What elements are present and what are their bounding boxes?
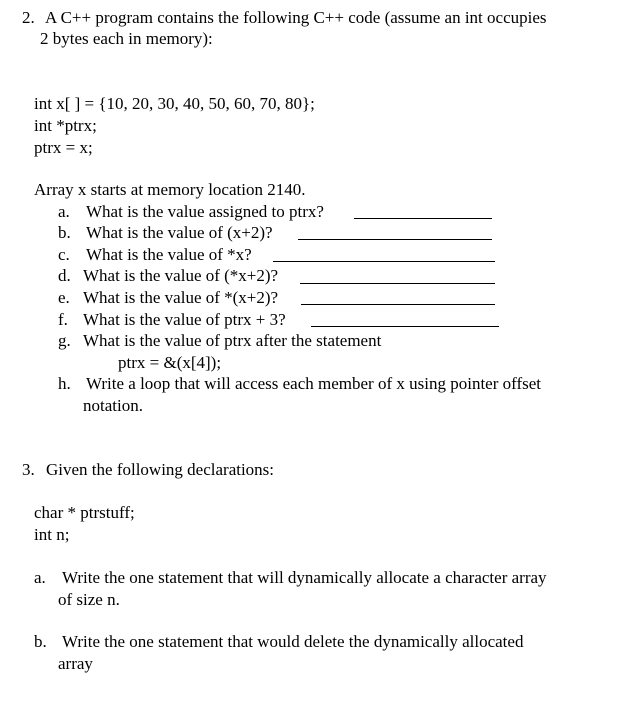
- q2-part-b-label: b.: [58, 223, 71, 242]
- q2-part-b-answer-blank[interactable]: [298, 239, 492, 240]
- q3-code-line-2: int n;: [34, 525, 70, 544]
- q2-intro-line2: 2 bytes each in memory):: [40, 29, 213, 48]
- q2-intro-line1: A C++ program contains the following C++ code (assume an int occupies: [45, 8, 547, 27]
- q3-part-b-label: b.: [34, 632, 47, 651]
- q3-part-b-line2: array: [58, 654, 93, 673]
- q3-part-a-line2: of size n.: [58, 590, 120, 609]
- q3-number: 3.: [22, 460, 35, 479]
- q2-part-f-answer-blank[interactable]: [311, 326, 499, 327]
- q2-code-line-1: int x[ ] = {10, 20, 30, 40, 50, 60, 70, 80};: [34, 94, 315, 113]
- q2-part-a-label: a.: [58, 202, 70, 221]
- q2-part-h-continuation: notation.: [83, 396, 143, 415]
- q2-part-h-text: Write a loop that will access each member of x using pointer offset: [86, 374, 542, 393]
- q2-code-line-2: int *ptrx;: [34, 116, 97, 135]
- q2-number: 2.: [22, 8, 35, 27]
- q2-array-start: Array x starts at memory location 2140.: [34, 180, 306, 199]
- q2-part-f-text: What is the value of ptrx + 3?: [83, 310, 286, 329]
- q2-part-b-text: What is the value of (x+2)?: [86, 223, 273, 242]
- q2-part-c-text: What is the value of *x?: [86, 245, 252, 264]
- q2-part-f-label: f.: [58, 310, 68, 329]
- q2-part-d-answer-blank[interactable]: [300, 283, 495, 284]
- q2-part-a-answer-blank[interactable]: [354, 218, 492, 219]
- q2-part-c-label: c.: [58, 245, 70, 264]
- q2-part-d-label: d.: [58, 266, 71, 285]
- q2-code-line-3: ptrx = x;: [34, 138, 93, 157]
- q3-code-line-1: char * ptrstuff;: [34, 503, 135, 522]
- q3-part-b-line1: Write the one statement that would delete the dynamically allocated: [62, 632, 524, 651]
- q2-part-h-label: h.: [58, 374, 71, 393]
- q2-part-a-text: What is the value assigned to ptrx?: [86, 202, 324, 221]
- q2-part-g-text: What is the value of ptrx after the statement: [83, 331, 382, 350]
- q3-intro: Given the following declarations:: [46, 460, 275, 479]
- q2-part-c-answer-blank[interactable]: [273, 261, 495, 262]
- q2-part-e-text: What is the value of *(x+2)?: [83, 288, 279, 307]
- q3-part-a-label: a.: [34, 568, 46, 587]
- q3-part-a-line1: Write the one statement that will dynamically allocate a character array: [62, 568, 547, 587]
- q2-part-d-text: What is the value of (*x+2)?: [83, 266, 279, 285]
- q2-part-e-label: e.: [58, 288, 70, 307]
- q2-part-g-statement: ptrx = &(x[4]);: [118, 353, 222, 372]
- q2-part-g-label: g.: [58, 331, 71, 350]
- q2-part-e-answer-blank[interactable]: [301, 304, 495, 305]
